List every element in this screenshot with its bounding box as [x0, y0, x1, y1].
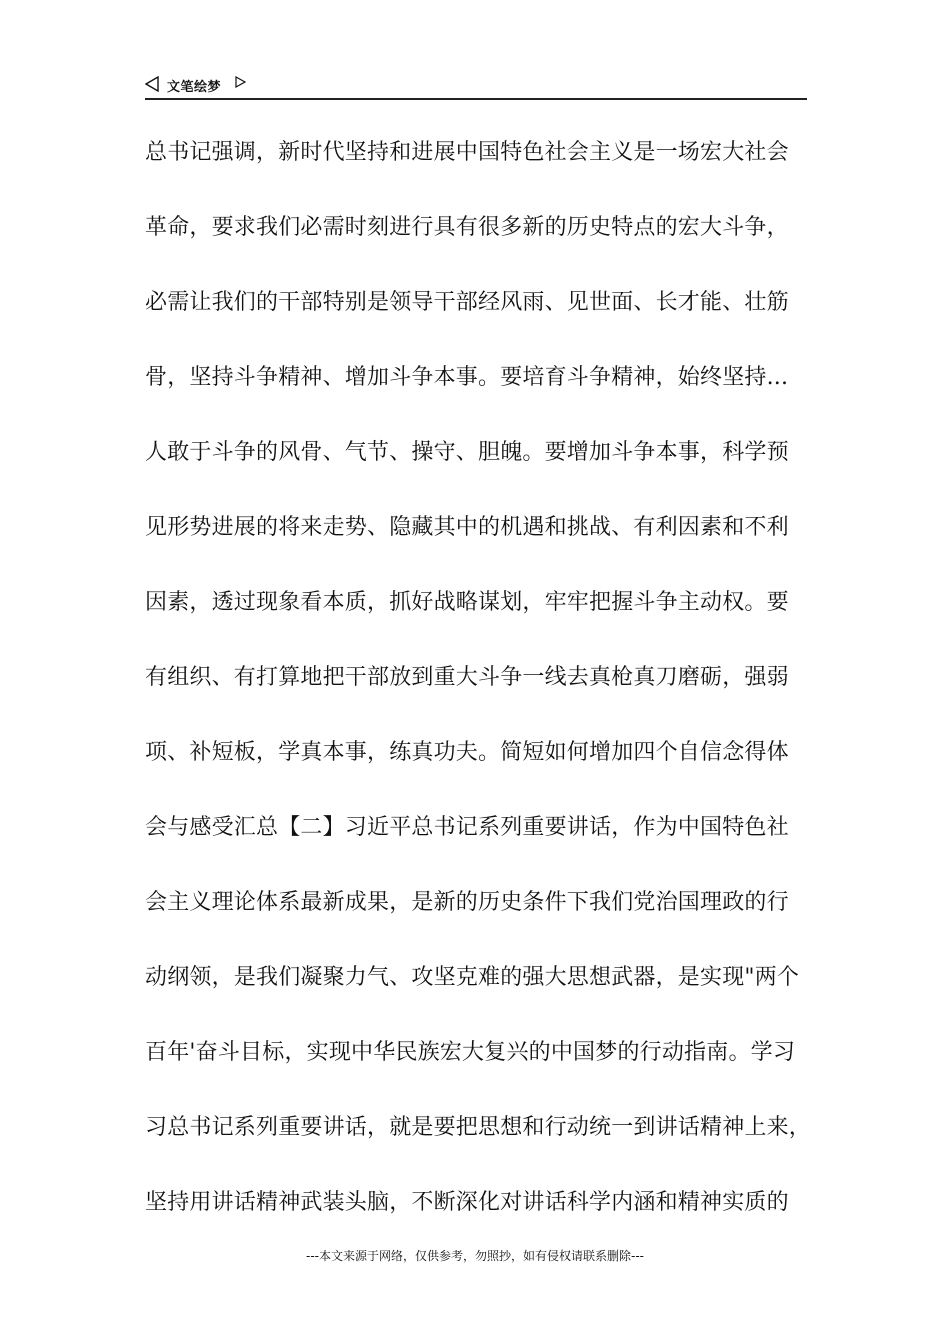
body-line: 会与感受汇总【二】习近平总书记系列重要讲话，作为中国特色社	[145, 815, 789, 840]
body-line: 人敢于斗争的风骨、气节、操守、胆魄。要增加斗争本事，科学预	[145, 440, 789, 465]
page-header	[145, 72, 807, 100]
triangle-left-outline-icon	[145, 76, 159, 92]
body-line: 必需让我们的干部特别是领导干部经风雨、见世面、长才能、壮筋	[145, 290, 789, 315]
body-line: 习总书记系列重要讲话，就是要把思想和行动统一到讲话精神上来，	[145, 1115, 812, 1140]
header-title: 文笔绘梦	[167, 80, 222, 95]
body-line: 百年'奋斗目标，实现中华民族宏大复兴的中国梦的行动指南。学习	[145, 1040, 796, 1065]
body-line: 总书记强调，新时代坚持和进展中国特色社会主义是一场宏大社会	[145, 140, 789, 165]
body-line: 见形势进展的将来走势、隐藏其中的机遇和挑战、有利因素和不利	[145, 515, 789, 540]
document-body	[145, 135, 825, 1260]
body-line: 项、补短板，学真本事，练真功夫。简短如何增加四个自信念得体	[145, 740, 789, 765]
body-line: 革命，要求我们必需时刻进行具有很多新的历史特点的宏大斗争，	[145, 215, 789, 240]
triangle-right-outline-icon	[235, 76, 246, 88]
body-line: 会主义理论体系最新成果，是新的历史条件下我们党治国理政的行	[145, 890, 789, 915]
body-line: 坚持用讲话精神武装头脑，不断深化对讲话科学内涵和精神实质的	[145, 1190, 789, 1215]
body-line: 骨，坚持斗争精神、增加斗争本事。要培育斗争精神，始终坚持...	[145, 365, 789, 390]
body-line: 因素，透过现象看本质，抓好战略谋划，牢牢把握斗争主动权。要	[145, 590, 789, 615]
body-line: 有组织、有打算地把干部放到重大斗争一线去真枪真刀磨砺，强弱	[145, 665, 789, 690]
footer-disclaimer: ---本文来源于网络，仅供参考，勿照抄，如有侵权请联系删除---	[306, 1249, 644, 1263]
body-line: 动纲领，是我们凝聚力气、攻坚克难的强大思想武器，是实现"两个	[145, 965, 800, 990]
